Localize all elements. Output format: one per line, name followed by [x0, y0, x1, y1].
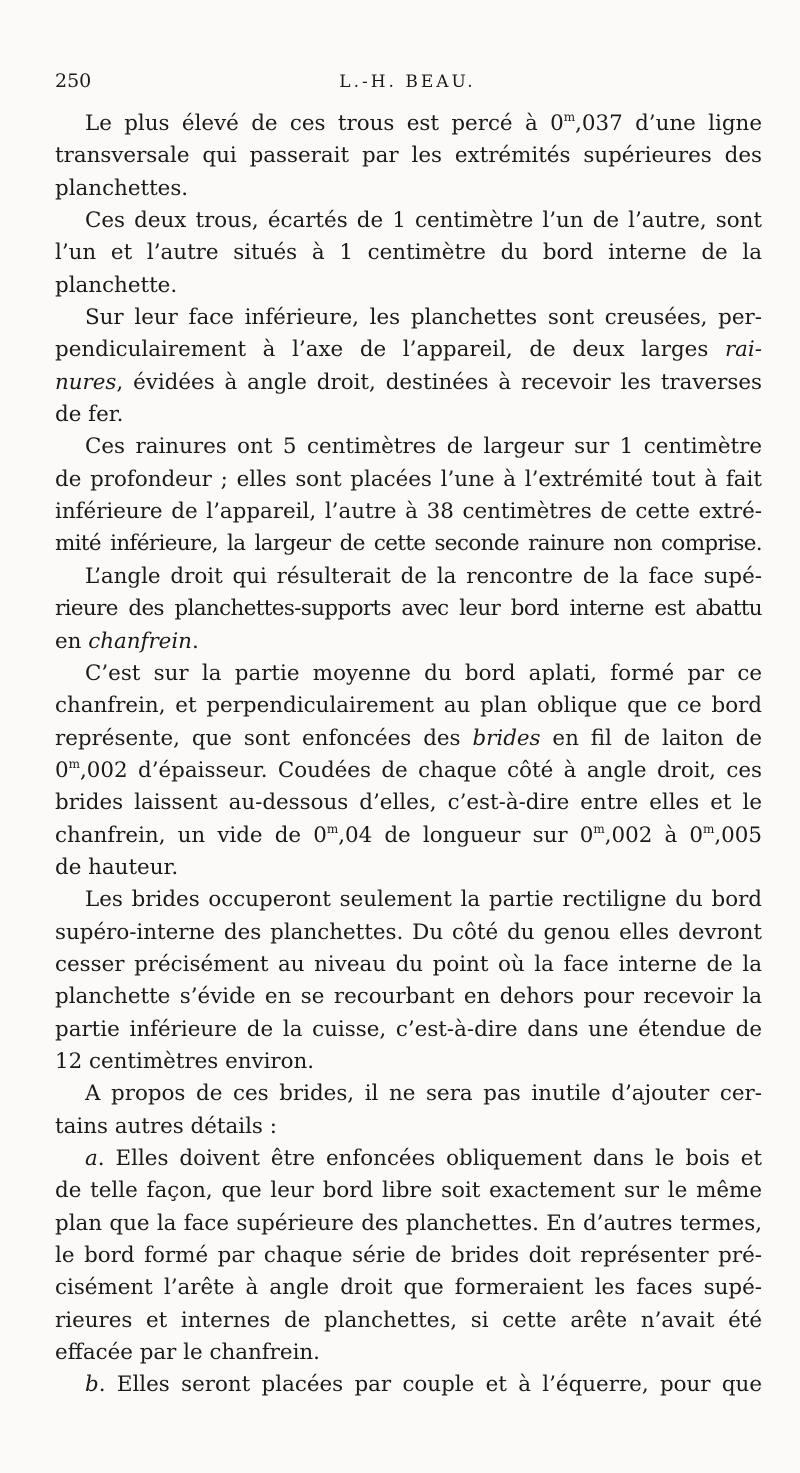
text-line — [55, 173, 762, 205]
text-line — [55, 496, 762, 528]
text-run: représente, que sont enfoncées des — [55, 725, 473, 751]
text-run: pendiculairement à l’axe de l’appareil, de deux larges — [55, 337, 725, 363]
text-line — [55, 593, 762, 625]
text-line — [55, 205, 762, 237]
text-run: tains autres détails : — [55, 1113, 277, 1139]
text-line — [55, 852, 762, 884]
text-line — [55, 108, 762, 140]
text-run: ,002 à 0 — [604, 822, 703, 848]
text-line — [55, 626, 762, 658]
page-header — [55, 70, 760, 100]
text-line — [55, 561, 762, 593]
text-run: supéro-interne des planchettes. Du côté du genou elles devront — [55, 919, 762, 945]
superscript-unit: m — [702, 821, 715, 836]
text-run: 12 centimètres environ. — [55, 1048, 315, 1074]
text-line — [55, 1014, 762, 1046]
text-line — [55, 270, 762, 302]
text-line — [55, 787, 762, 819]
text-line — [55, 464, 762, 496]
text-run: cesser précisément au niveau du point où la face interne de la — [55, 951, 762, 977]
text-run: inférieure de l’appareil, l’autre à 38 centimètres de cette extré- — [55, 499, 762, 525]
text-run: de fer. — [55, 402, 124, 428]
text-line — [55, 334, 762, 366]
italic-term: b — [85, 1372, 99, 1398]
text-run: de hauteur. — [55, 854, 179, 880]
text-line — [55, 528, 762, 560]
text-run: 0 — [55, 757, 69, 783]
page-number: 250 — [55, 70, 92, 92]
text-line — [55, 820, 762, 852]
text-run: l’un et l’autre situés à 1 centimètre du bord interne de la — [55, 240, 762, 266]
text-line — [55, 1175, 762, 1207]
text-run: A propos de ces brides, il ne sera pas inutile d’ajouter cer- — [85, 1081, 762, 1107]
text-run: cisément l’arête à angle droit que formeraient les faces supé- — [55, 1275, 762, 1301]
text-run: partie inférieure de la cuisse, c’est-à-dire dans une étendue de — [55, 1016, 762, 1042]
text-run: planchette. — [55, 272, 178, 298]
text-line — [55, 1337, 762, 1369]
text-line — [55, 140, 762, 172]
text-line — [55, 981, 762, 1013]
text-line — [55, 723, 762, 755]
italic-term: a — [85, 1146, 98, 1171]
text-run: Le plus élevé de ces trous est percé à 0 — [85, 111, 564, 136]
text-run: planchettes. — [55, 175, 189, 201]
text-run: plan que la face supérieure des planchettes. En d’autres termes, — [55, 1210, 762, 1236]
italic-term: rai- — [724, 337, 762, 363]
text-run: L’angle droit qui résulterait de la rencontre de la face supé- — [85, 563, 762, 589]
text-run: C’est sur la partie moyenne du bord aplati, formé par ce — [85, 660, 762, 686]
text-line — [55, 237, 762, 269]
text-run: ,005 — [714, 822, 762, 848]
text-run: Ces rainures ont 5 centimètres de largeur sur 1 centimètre — [85, 434, 762, 460]
text-line — [55, 1208, 762, 1240]
text-run: Les brides occuperont seulement la partie rectiligne du bord — [85, 887, 762, 913]
text-line — [55, 1272, 762, 1304]
text-run: . Elles doivent être enfoncées obliquement dans le bois et — [97, 1146, 762, 1171]
text-run: ,04 de longueur sur 0 — [338, 822, 594, 848]
text-line — [55, 1240, 762, 1272]
text-line — [55, 1143, 762, 1175]
text-run: effacée par le chanfrein. — [55, 1340, 320, 1366]
text-run: de telle façon, que leur bord libre soit exactement sur le même — [55, 1178, 762, 1204]
text-line — [55, 367, 762, 399]
text-line — [55, 949, 762, 981]
text-line — [55, 399, 762, 431]
text-run: ,002 d’épaisseur. Coudées de chaque côté à angle droit, ces — [80, 757, 762, 783]
text-line — [55, 1305, 762, 1337]
text-line — [55, 1111, 762, 1143]
text-run: en — [55, 628, 89, 654]
superscript-unit: m — [68, 756, 80, 771]
text-run: de profondeur ; elles sont placées l’une à l’extrémité tout à fait — [55, 466, 762, 492]
text-line — [55, 1046, 762, 1078]
text-line — [55, 658, 762, 690]
text-run: chanfrein, et perpendiculairement au plan oblique que ce bord — [55, 693, 762, 719]
text-run: , évidées à angle droit, destinées à recevoir les traverses — [116, 369, 762, 395]
text-run: le bord formé par chaque série de brides doit représenter pré- — [55, 1243, 762, 1269]
text-run: en fil de laiton de — [540, 725, 762, 751]
text-run: transversale qui passerait par les extrémités supérieures des — [55, 143, 762, 169]
text-run: rieures et internes de planchettes, si cette arête n’avait été — [55, 1307, 762, 1333]
superscript-unit: m — [593, 821, 605, 836]
text-line — [55, 302, 762, 334]
text-run: rieure des planchettes-supports avec leur bord interne est abattu — [55, 596, 762, 622]
italic-term: brides — [472, 725, 541, 751]
body-text — [55, 108, 762, 1402]
italic-term: chanfrein — [88, 628, 192, 654]
italic-term: nures — [55, 369, 117, 395]
text-line — [55, 1078, 762, 1110]
superscript-unit: m — [326, 821, 339, 836]
text-run: . Elles seront placées par couple et à l’équerre, pour que — [98, 1372, 762, 1398]
text-run: brides laissent au-dessous d’elles, c’est-à-dire entre elles et le — [55, 790, 762, 816]
text-line — [55, 884, 762, 916]
text-run: Ces deux trous, écartés de 1 centimètre l’un de l’autre, sont — [85, 208, 762, 234]
superscript-unit: m — [563, 110, 576, 124]
running-head: L.-H. BEAU. — [339, 72, 476, 92]
text-run: ,037 d’une ligne — [575, 111, 762, 136]
text-run: Sur leur face inférieure, les planchettes sont creusées, per- — [85, 305, 762, 331]
text-line — [55, 431, 762, 463]
text-line — [55, 690, 762, 722]
text-line — [55, 917, 762, 949]
text-run: . — [191, 628, 199, 654]
text-line — [55, 755, 762, 787]
text-run: planchette s’évide en se recourbant en dehors pour recevoir la — [55, 984, 762, 1010]
text-line — [55, 1369, 762, 1401]
text-run: chanfrein, un vide de 0 — [55, 822, 327, 848]
text-run: mité inférieure, la largeur de cette seconde rainure non comprise. — [55, 531, 762, 557]
